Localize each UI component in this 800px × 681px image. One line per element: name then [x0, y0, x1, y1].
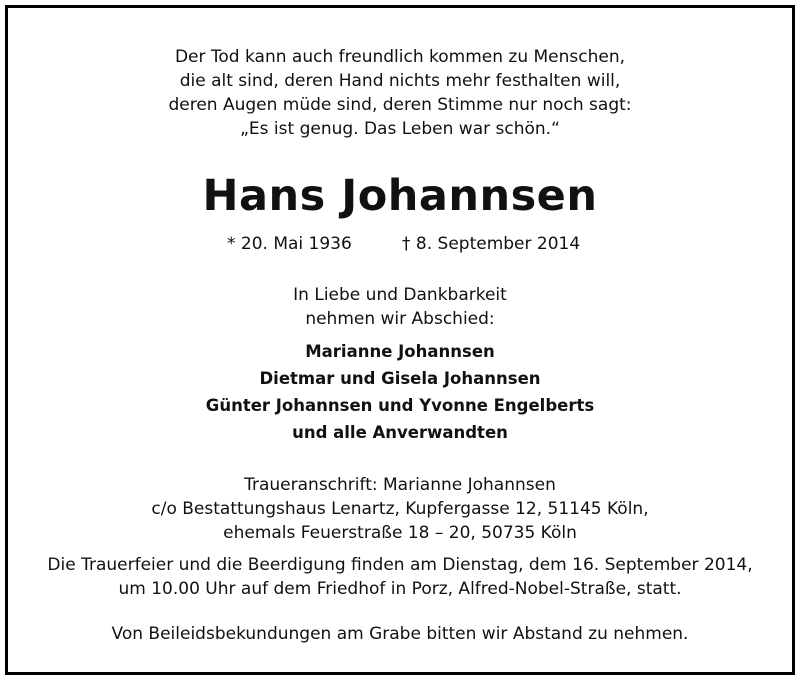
mourner-name: Dietmar und Gisela Johannsen: [259, 369, 541, 388]
condolence-notice: [8, 622, 792, 646]
poem-line: „Es ist genug. Das Leben war schön.“: [240, 119, 560, 139]
mourning-address: [8, 473, 792, 545]
poem-line: die alt sind, deren Hand nichts mehr festhalten will,: [179, 71, 621, 91]
poem-line: Der Tod kann auch freundlich kommen zu Menschen,: [174, 47, 626, 67]
death-date: † 8. September 2014: [402, 234, 581, 254]
mourners-list: [8, 338, 792, 446]
poem-line: deren Augen müde sind, deren Stimme nur noch sagt:: [168, 95, 632, 115]
farewell-line: nehmen wir Abschied:: [305, 309, 495, 329]
address-line: Traueranschrift: Marianne Johannsen: [244, 475, 556, 495]
funeral-details: [8, 553, 792, 601]
address-line: c/o Bestattungshaus Lenartz, Kupfergasse 12, 51145 Köln,: [151, 499, 649, 519]
farewell-text: [8, 283, 792, 331]
poem-quote: [8, 45, 792, 141]
condolence-line: Von Beileidsbekundungen am Grabe bitten wir Abstand zu nehmen.: [111, 624, 689, 644]
mourner-name: Marianne Johannsen: [305, 342, 495, 361]
birth-date: * 20. Mai 1936: [227, 234, 352, 254]
funeral-line: Die Trauerfeier und die Beerdigung finden am Dienstag, dem 16. September 2014,: [47, 555, 753, 575]
mourner-name: und alle Anverwandten: [292, 423, 508, 442]
address-line: ehemals Feuerstraße 18 – 20, 50735 Köln: [223, 523, 577, 543]
funeral-line: um 10.00 Uhr auf dem Friedhof in Porz, Alfred-Nobel-Straße, statt.: [118, 579, 682, 599]
deceased-name: Hans Johannsen: [202, 171, 598, 221]
farewell-line: In Liebe und Dankbarkeit: [293, 285, 507, 305]
mourner-name: Günter Johannsen und Yvonne Engelberts: [205, 396, 595, 415]
